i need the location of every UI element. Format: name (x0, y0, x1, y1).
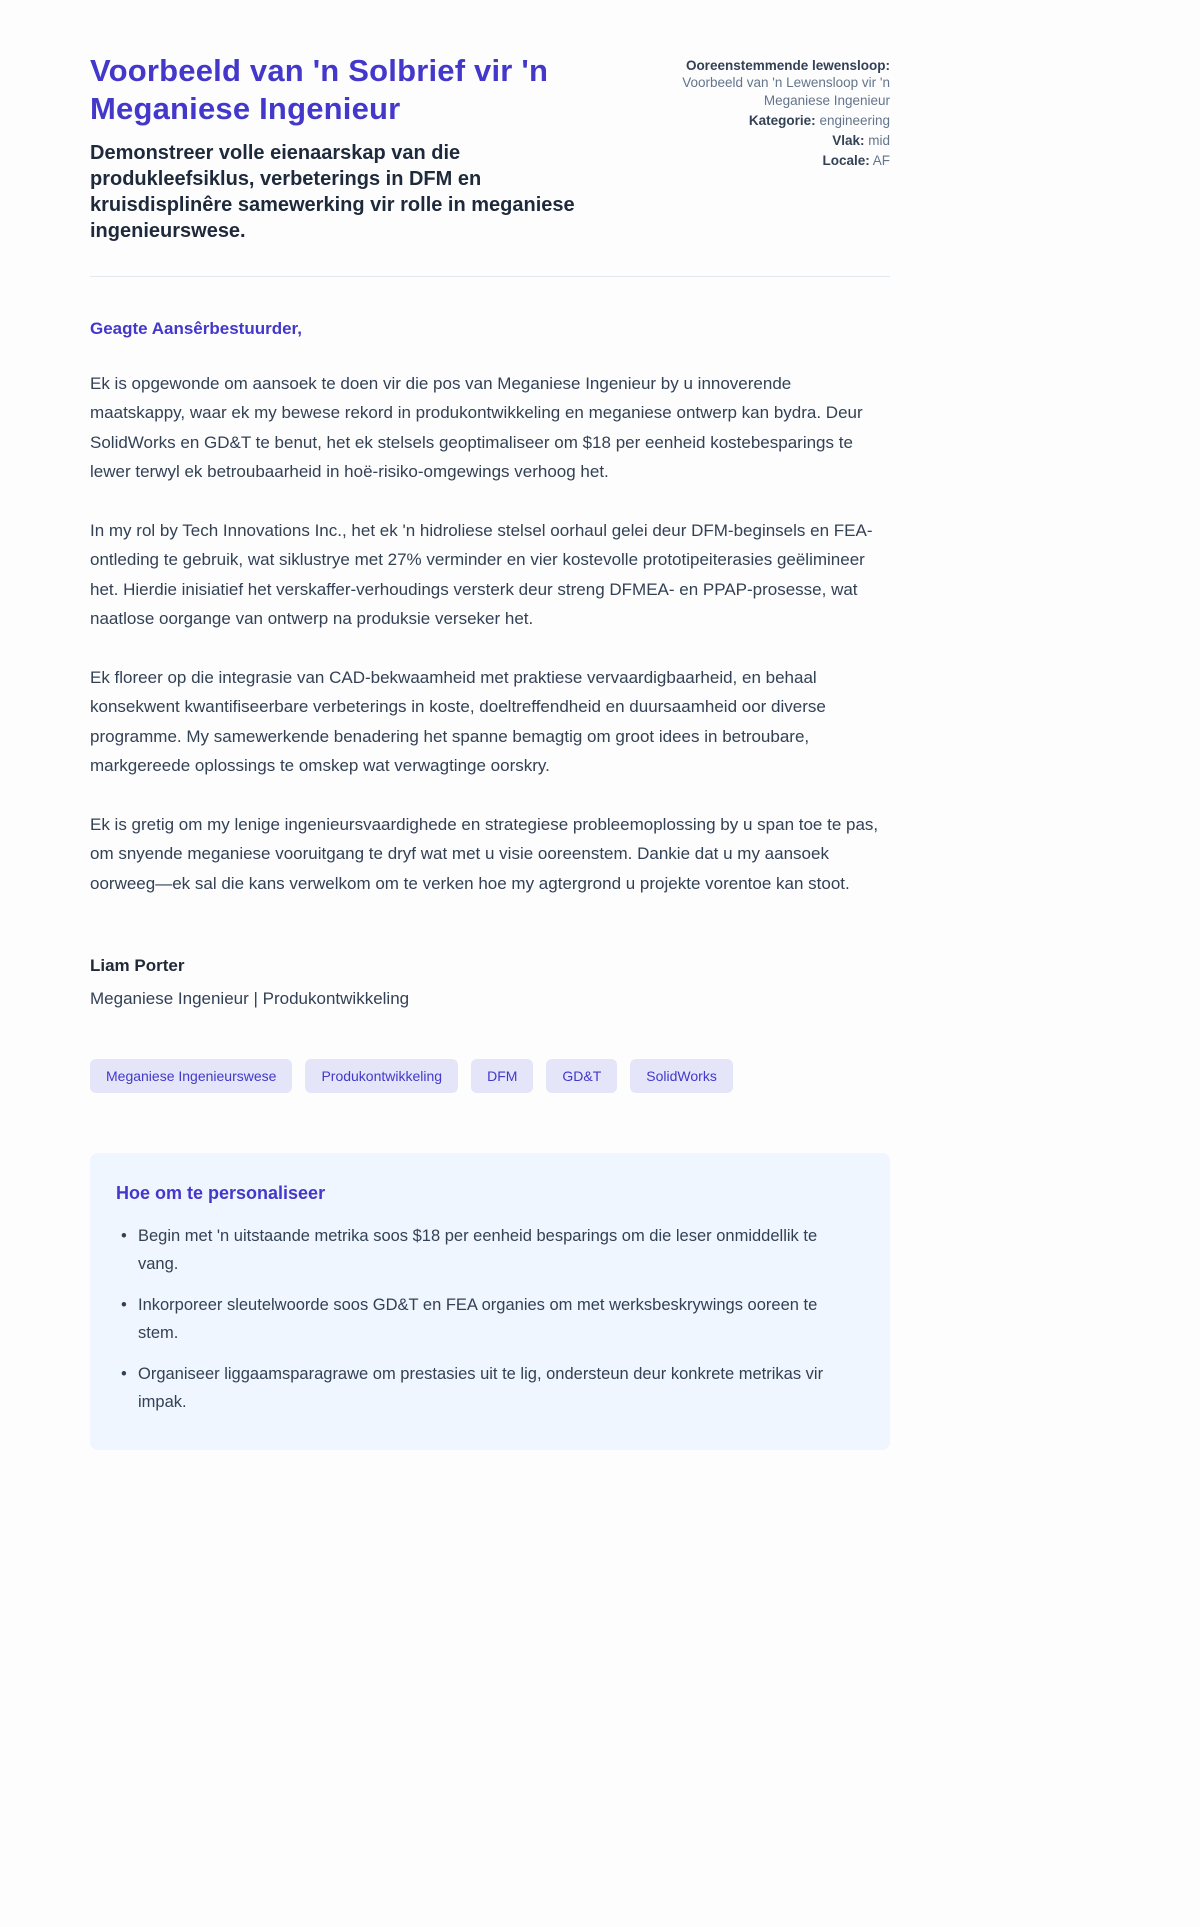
letter-paragraph: In my rol by Tech Innovations Inc., het ek 'n hidroliese stelsel oorhaul gelei deur DFM-beginsels en FEA-ontleding te gebruik, wat siklustrye met 27% verminder en vier kostevolle prototipeiterasies geëlimineer het. Hierdie inisiatief het verskaffer-verhoudings versterk deur streng DFMEA- en PPAP-prosesse, wat naatlose oorgange van ontwerp na produksie verseker het. (90, 521, 873, 628)
letter-greeting: Geagte Aansêrbestuurder, (90, 319, 302, 339)
tip-item: • Organiseer liggaamsparagrawe om prestasies uit te lig, ondersteun deur konkrete metrikas vir impak. (116, 1360, 846, 1416)
tips-list (116, 1222, 860, 1416)
page-title: Voorbeeld van 'n Solbrief vir 'n Meganiese Ingenieur (90, 53, 549, 127)
tag-chip[interactable]: SolidWorks (630, 1059, 733, 1093)
meta-level-label: Vlak: (832, 133, 865, 149)
meta-locale-label: Locale: (822, 153, 870, 169)
tip-item: • Inkorporeer sleutelwoorde soos GD&T en FEA organies om met werksbeskrywings ooreen te stem. (116, 1291, 846, 1347)
meta-locale (678, 152, 890, 169)
tag-chip[interactable]: Produkontwikkeling (305, 1059, 458, 1093)
letter-body (90, 369, 890, 898)
meta-level (678, 132, 890, 149)
meta-matching-resume (678, 57, 890, 109)
meta-level-value: mid (868, 133, 890, 149)
signature-name: Liam Porter (90, 955, 185, 975)
header-divider (90, 276, 890, 277)
tag-chip[interactable]: Meganiese Ingenieurswese (90, 1059, 292, 1093)
cover-letter-page (90, 0, 890, 1540)
page-subtitle: Demonstreer volle eienaarskap van die produkleefsiklus, verbeterings in DFM en kruisdisplinêre samewerking vir rolle in meganiese ingenieurswese. (90, 142, 575, 243)
meta-category (678, 112, 890, 129)
signature-block (90, 956, 890, 1009)
letter-paragraph: Ek is gretig om my lenige ingenieursvaardighede en strategiese probleemoplossing by u span toe te pas, om snyende meganiese vooruitgang te dryf wat met u visie ooreenstem. Dankie dat u my aansoek oorweeg—ek sal die kans verwelkom om te verken hoe my agtergrond u projekte vorentoe kan stoot. (90, 815, 879, 893)
tag-chip[interactable]: GD&T (546, 1059, 617, 1093)
letter-paragraph: Ek is opgewonde om aansoek te doen vir die pos van Meganiese Ingenieur by u innoverende maatskappy, waar ek my bewese rekord in produkontwikkeling en meganiese ontwerp kan bydra. Deur SolidWorks en GD&T te benut, het ek stelsels geoptimaliseer om $18 per eenheid kostebesparings te lewer terwyl ek betroubaarheid in hoë-risiko-omgewings verhoog het. (90, 374, 863, 481)
meta-category-label: Kategorie: (748, 112, 816, 128)
page-header (90, 52, 890, 244)
meta-category-value: engineering (819, 112, 890, 128)
tag-chip[interactable]: DFM (471, 1059, 533, 1093)
meta-panel (678, 52, 890, 173)
meta-resume-label: Ooreenstemmende lewensloop: (685, 58, 890, 73)
header-title-block (90, 52, 638, 244)
personalization-tips-box (90, 1153, 890, 1450)
tips-heading: Hoe om te personaliseer (116, 1182, 326, 1203)
meta-locale-value: AF (872, 153, 890, 169)
signature-title: Meganiese Ingenieur | Produkontwikkeling (90, 988, 410, 1008)
tag-list (90, 1059, 890, 1093)
meta-resume-value: Voorbeeld van 'n Lewensloop vir 'n Meganiese Ingenieur (682, 75, 890, 108)
tip-item: • Begin met 'n uitstaande metrika soos $18 per eenheid besparings om die leser onmiddellik te vang. (116, 1222, 846, 1278)
letter-paragraph: Ek floreer op die integrasie van CAD-bekwaamheid met praktiese vervaardigbaarheid, en behaal konsekwent kwantifiseerbare verbeterings in koste, doeltreffendheid en duursaamheid oor diverse programme. My samewerkende benadering het spanne bemagtig om groot idees in betroubare, markgereede oplossings te omskep wat verwagtinge oorskry. (90, 668, 826, 775)
